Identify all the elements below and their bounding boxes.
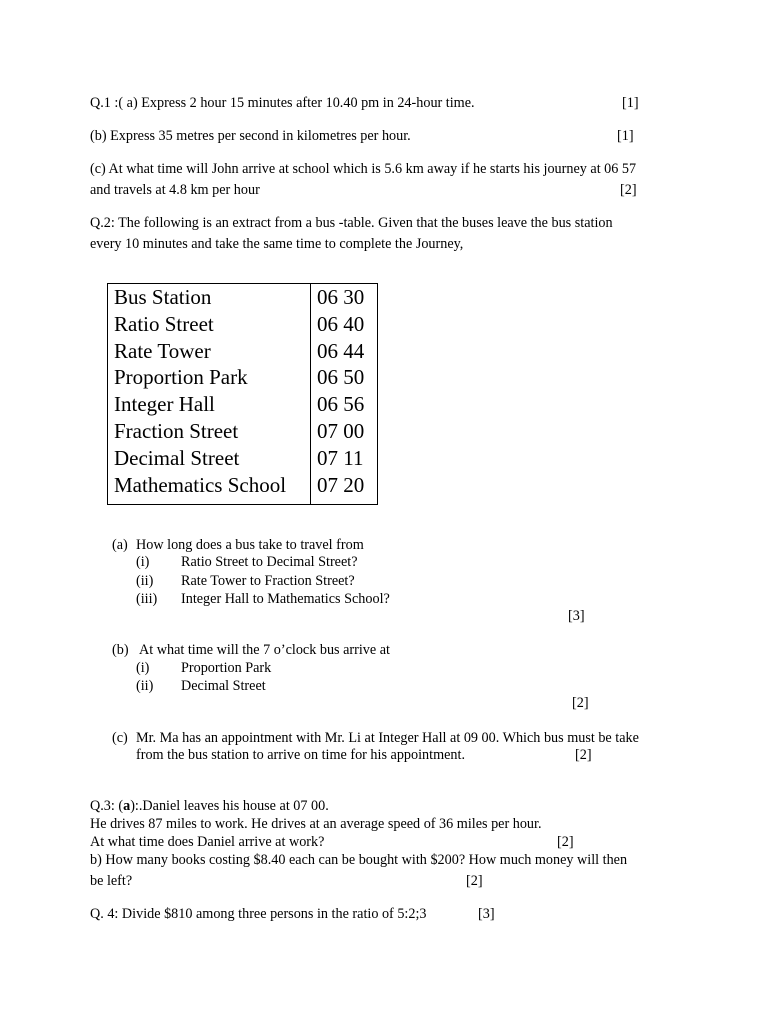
q1c-text-line1: (c) At what time will John arrive at school which is 5.6 km away if he starts his journey at 06 57 — [90, 161, 637, 177]
timetable-time: 07 20 — [311, 472, 378, 505]
timetable-row — [108, 284, 378, 311]
timetable-row — [108, 338, 378, 365]
q3a-text-line1: Q.3: (a):.Daniel leaves his house at 07 00. — [90, 798, 329, 814]
q3b-text-line2: be left? — [90, 873, 133, 889]
timetable-stop: Rate Tower — [108, 338, 311, 365]
q2c-text-line2: from the bus station to arrive on time for his appointment. — [136, 747, 466, 763]
q2a-item-num: (i) — [136, 554, 150, 570]
q1c-text-line2: and travels at 4.8 km per hour — [90, 182, 260, 198]
timetable-stop: Fraction Street — [108, 418, 311, 445]
q3b-text-line1: b) How many books costing $8.40 each can be bought with $200? How much money will then — [90, 852, 628, 868]
bus-timetable — [107, 283, 378, 505]
timetable-stop: Bus Station — [108, 284, 311, 311]
timetable-time: 07 11 — [311, 445, 378, 472]
q2a-item-text: Rate Tower to Fraction Street? — [181, 573, 355, 589]
q2a-marks: [3] — [568, 608, 585, 624]
q2b-item-text: Decimal Street — [181, 678, 266, 694]
timetable-row — [108, 391, 378, 418]
q2c-label: (c) — [112, 730, 128, 746]
q2a-label: (a) — [112, 537, 128, 553]
q2-intro-line1: Q.2: The following is an extract from a bus -table. Given that the buses leave the bus station — [90, 215, 613, 231]
q2b-item-text: Proportion Park — [181, 660, 272, 676]
timetable-stop: Ratio Street — [108, 311, 311, 338]
timetable-stop: Mathematics School — [108, 472, 311, 505]
q4-text: Q. 4: Divide $810 among three persons in the ratio of 5:2;3 — [90, 906, 427, 922]
q2-intro-line2: every 10 minutes and take the same time to complete the Journey, — [90, 236, 464, 252]
timetable-time: 06 40 — [311, 311, 378, 338]
q2a-item-num: (iii) — [136, 591, 158, 607]
timetable-row — [108, 311, 378, 338]
timetable-row — [108, 364, 378, 391]
q3a-marks: [2] — [557, 834, 574, 850]
q3a-text-line3: At what time does Daniel arrive at work? — [90, 834, 325, 850]
timetable-stop: Proportion Park — [108, 364, 311, 391]
q2a-item-text: Ratio Street to Decimal Street? — [181, 554, 358, 570]
q2a-text: How long does a bus take to travel from — [136, 537, 364, 553]
timetable-time: 06 56 — [311, 391, 378, 418]
timetable-time: 07 00 — [311, 418, 378, 445]
timetable-stop: Integer Hall — [108, 391, 311, 418]
q2b-item-num: (ii) — [136, 678, 154, 694]
q1c-marks: [2] — [620, 182, 637, 198]
timetable-row — [108, 445, 378, 472]
q3b-marks: [2] — [466, 873, 483, 889]
timetable-row — [108, 418, 378, 445]
q2b-text: At what time will the 7 o’clock bus arrive at — [139, 642, 390, 658]
q2b-item-num: (i) — [136, 660, 150, 676]
timetable-time: 06 50 — [311, 364, 378, 391]
q1a-text: Q.1 :( a) Express 2 hour 15 minutes after 10.40 pm in 24-hour time. — [90, 95, 475, 111]
timetable-row — [108, 472, 378, 505]
q2a-item-text: Integer Hall to Mathematics School? — [181, 591, 390, 607]
q3a-text-line2: He drives 87 miles to work. He drives at an average speed of 36 miles per hour. — [90, 816, 542, 832]
timetable-time: 06 44 — [311, 338, 378, 365]
q1b-text: (b) Express 35 metres per second in kilometres per hour. — [90, 128, 411, 144]
q1b-marks: [1] — [617, 128, 634, 144]
q1a-marks: [1] — [622, 95, 639, 111]
q2c-marks: [2] — [575, 747, 592, 763]
q2b-label: (b) — [112, 642, 129, 658]
q2b-marks: [2] — [572, 695, 589, 711]
timetable-time: 06 30 — [311, 284, 378, 311]
q2c-text-line1: Mr. Ma has an appointment with Mr. Li at Integer Hall at 09 00. Which bus must be take — [136, 730, 639, 746]
q4-marks: [3] — [478, 906, 495, 922]
timetable-stop: Decimal Street — [108, 445, 311, 472]
q2a-item-num: (ii) — [136, 573, 154, 589]
